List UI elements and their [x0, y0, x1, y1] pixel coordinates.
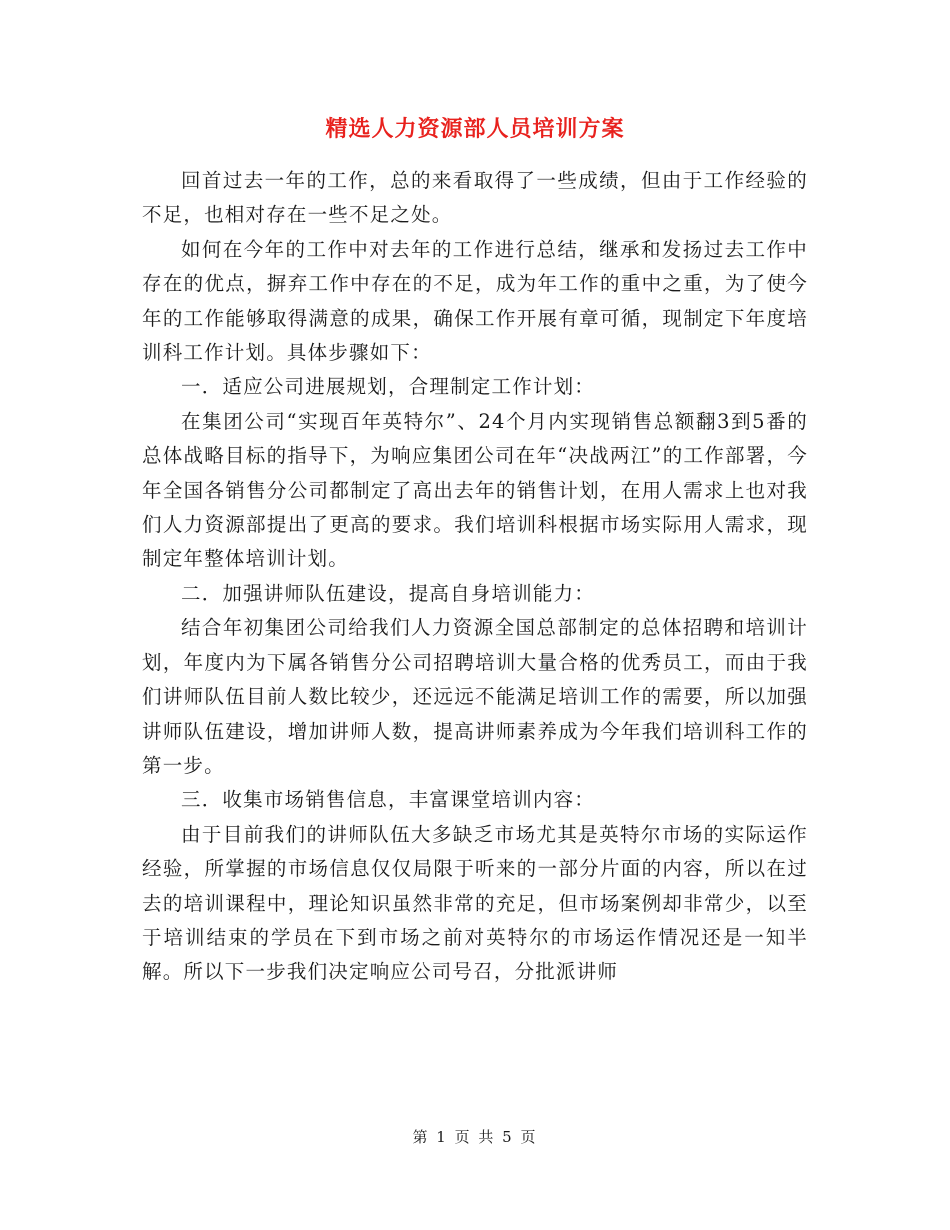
paragraph-section-1: 在集团公司“实现百年英特尔”、24个月内实现销售总额翻3到5番的总体战略目标的指导下，为响应集团公司在年“决战两江”的工作部署，今年全国各销售分公司都制定了高出去年的销售计划，在用人需求上也对我们人力资源部提出了更高的要求。我们培训科根据市场实际用人需求，现制定年整体培训计划。 [142, 409, 808, 571]
paragraph-intro: 回首过去一年的工作，总的来看取得了一些成绩，但由于工作经验的不足，也相对存在一些不足之处。 [142, 169, 808, 227]
paragraph-section-3: 由于目前我们的讲师队伍大多缺乏市场尤其是英特尔市场的实际运作经验，所掌握的市场信息仅仅局限于听来的一部分片面的内容，所以在过去的培训课程中，理论知识虽然非常的充足，但市场案例却非常少，以至于培训结束的学员在下到市场之前对英特尔的市场运作情况还是一知半解。所以下一步我们决定响应公司号召，分批派讲师 [142, 822, 808, 984]
document-body [142, 164, 808, 990]
section-heading-3: 三．收集市场销售信息，丰富课堂培训内容： [181, 788, 596, 812]
paragraph-plan-overview: 如何在今年的工作中对去年的工作进行总结，继承和发扬过去工作中存在的优点，摒弃工作中存在的不足，成为年工作的重中之重，为了使今年的工作能够取得满意的成果，确保工作开展有章可循，现制定下年度培训科工作计划。具体步骤如下： [142, 237, 808, 365]
page-number-footer: 第 1 页 共 5 页 [412, 1128, 538, 1146]
paragraph-section-2: 结合年初集团公司给我们人力资源全国总部制定的总体招聘和培训计划，年度内为下属各销售分公司招聘培训大量合格的优秀员工，而由于我们讲师队伍目前人数比较少，还远远不能满足培训工作的需要，所以加强讲师队伍建设，增加讲师人数，提高讲师素养成为今年我们培训科工作的第一步。 [142, 616, 808, 777]
section-heading-1: 一．适应公司进展规划，合理制定工作计划： [181, 375, 596, 399]
document-title: 精选人力资源部人员培训方案 [325, 116, 625, 142]
section-heading-2: 二．加强讲师队伍建设，提高自身培训能力： [181, 581, 596, 605]
